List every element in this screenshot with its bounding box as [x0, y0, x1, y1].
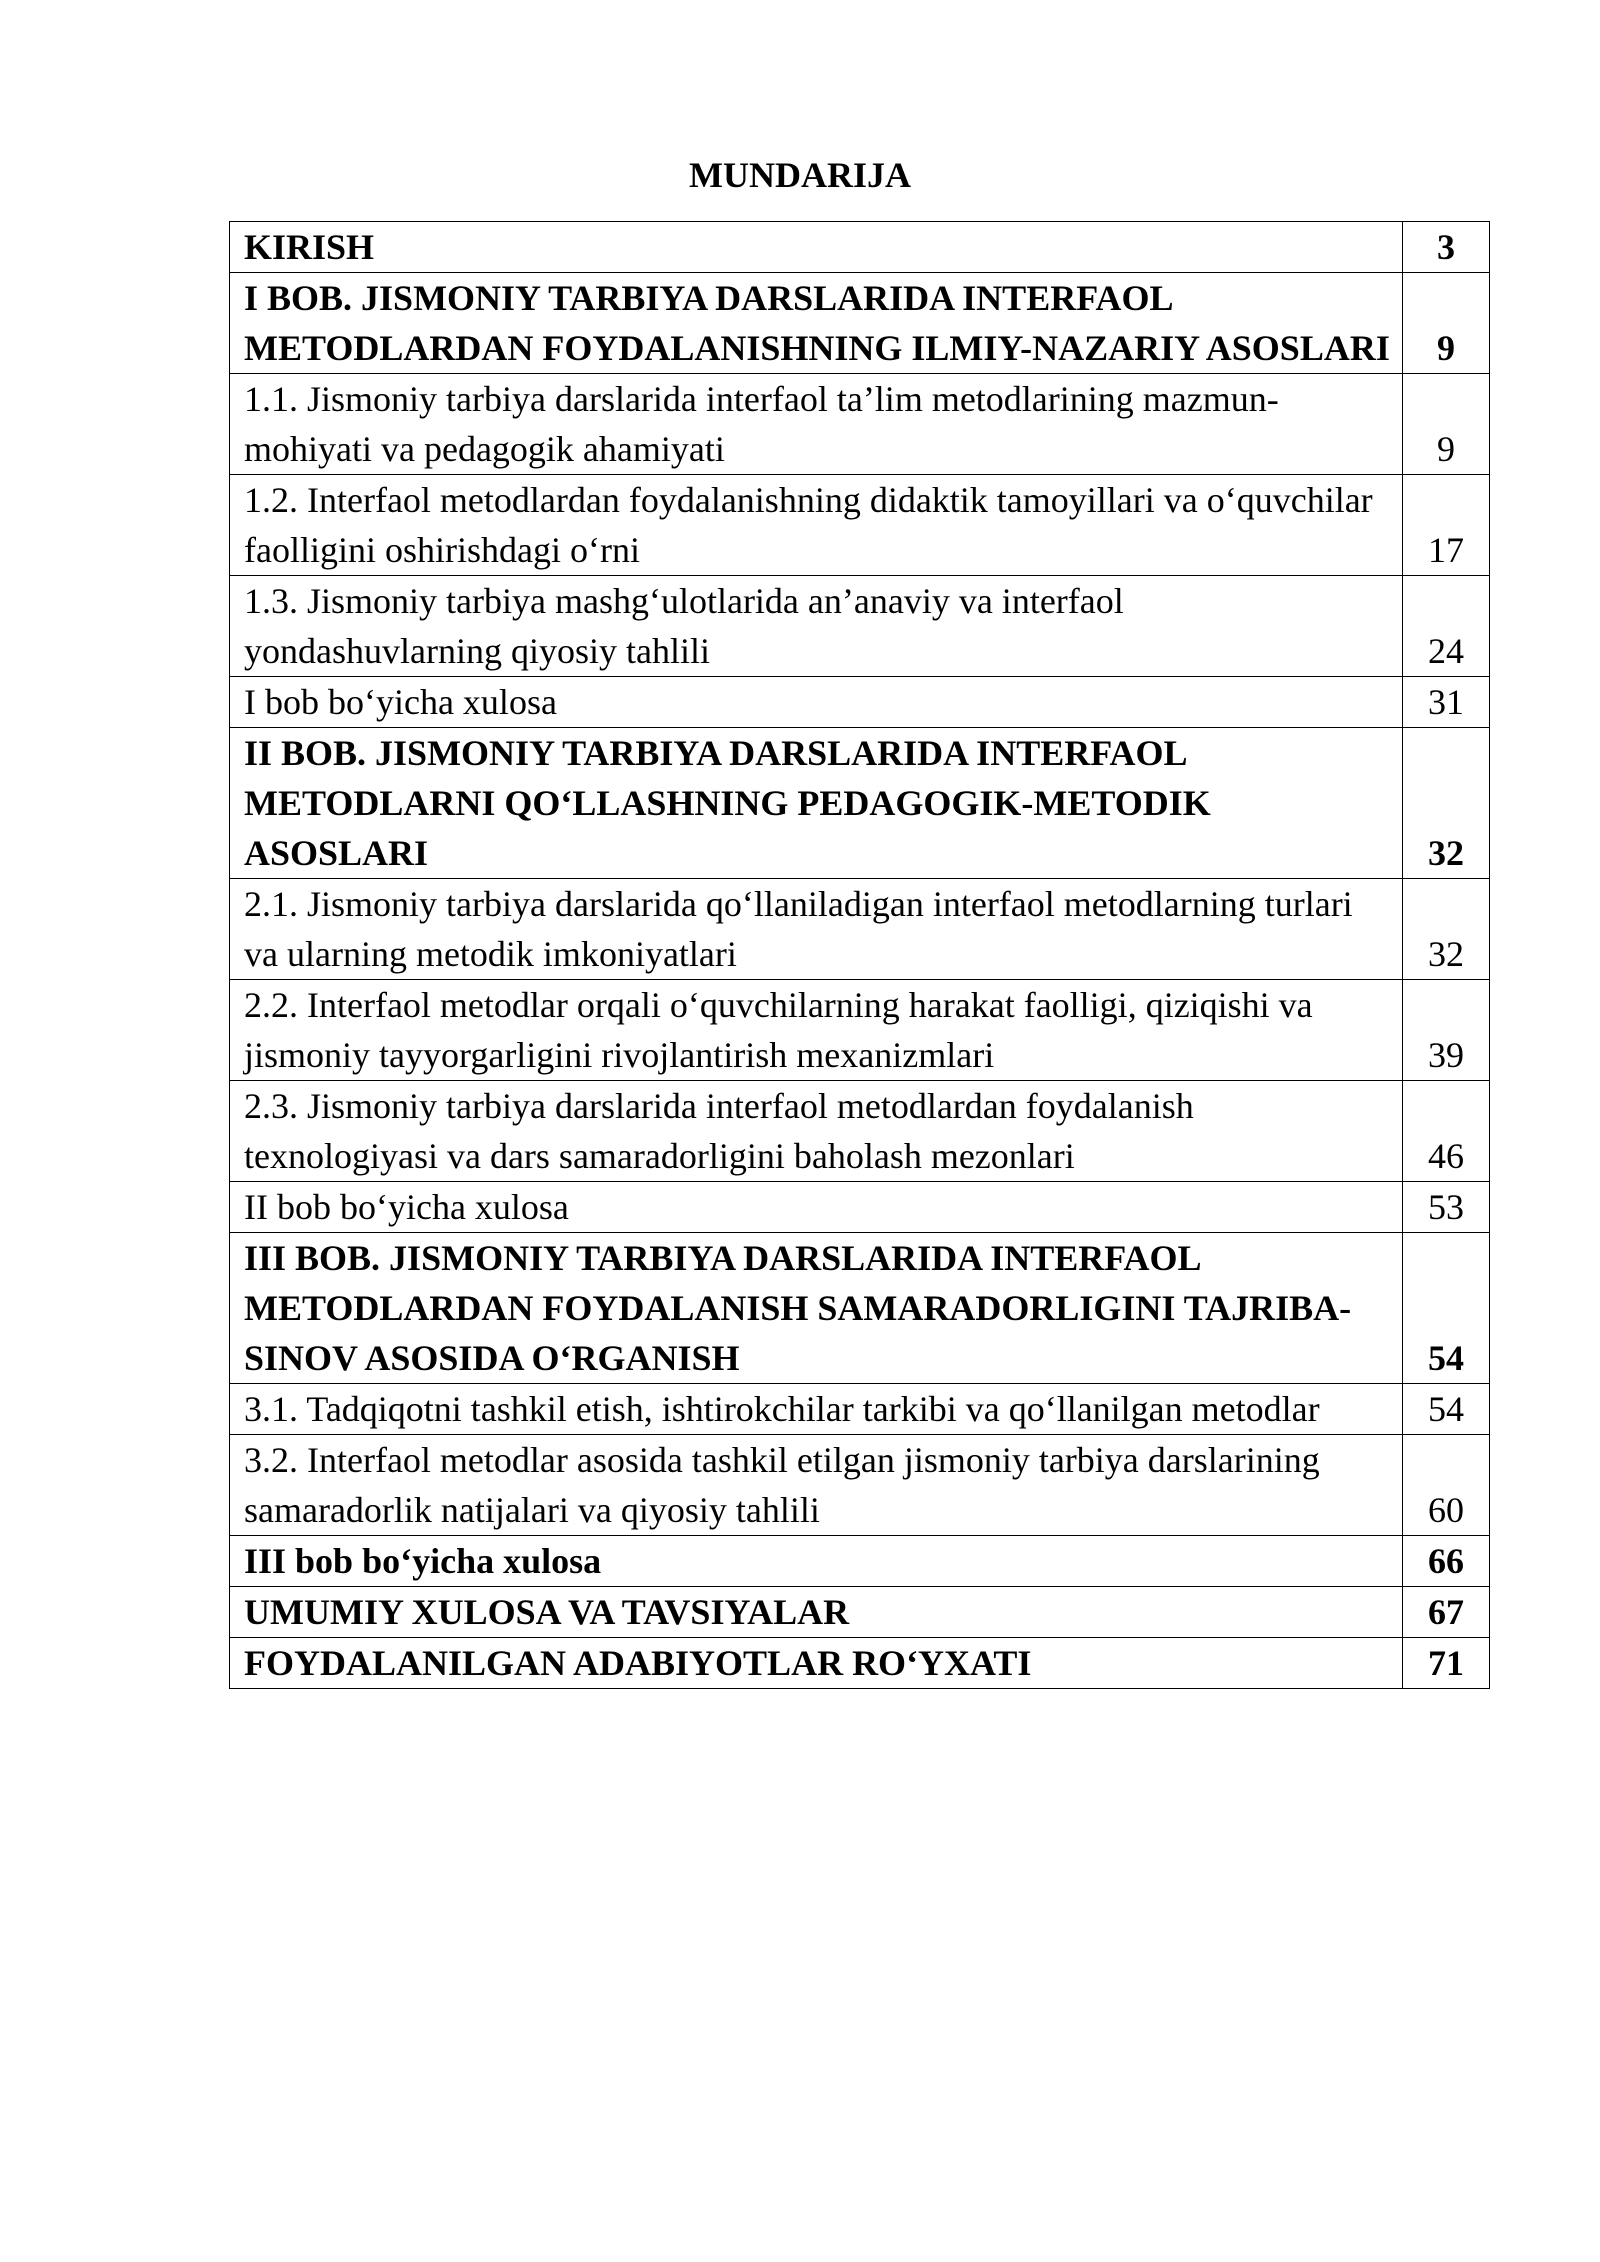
- toc-entry-title: 2.1. Jismoniy tarbiya darslarida qo‘llaniladigan interfaol metodlarning turlari va ularning metodik imkoniyatlari: [230, 879, 1403, 980]
- toc-entry-page: 54: [1403, 1384, 1490, 1435]
- toc-entry-page: 46: [1403, 1081, 1490, 1182]
- toc-row: [230, 879, 1490, 980]
- toc-row: [230, 374, 1490, 475]
- toc-entry-title: 3.1. Tadqiqotni tashkil etish, ishtirokchilar tarkibi va qo‘llanilgan metodlar: [230, 1384, 1403, 1435]
- toc-row: [230, 1182, 1490, 1233]
- toc-row: [230, 1233, 1490, 1384]
- toc-entry-page: 60: [1403, 1435, 1490, 1536]
- toc-entry-title: 1.2. Interfaol metodlardan foydalanishning didaktik tamoyillari va o‘quvchilar faolligini oshirishdagi o‘rni: [230, 475, 1403, 576]
- toc-row: [230, 1435, 1490, 1536]
- toc-entry-page: 54: [1403, 1233, 1490, 1384]
- toc-entry-page: 9: [1403, 374, 1490, 475]
- toc-entry-title: III BOB. JISMONIY TARBIYA DARSLARIDA INTERFAOL METODLARDAN FOYDALANISH SAMARADORLIGINI TAJRIBA-SINOV ASOSIDA O‘RGANISH: [230, 1233, 1403, 1384]
- toc-row: [230, 1536, 1490, 1587]
- toc-entry-page: 32: [1403, 879, 1490, 980]
- toc-row: [230, 475, 1490, 576]
- toc-entry-page: 24: [1403, 576, 1490, 677]
- toc-entry-page: 66: [1403, 1536, 1490, 1587]
- toc-entry-page: 9: [1403, 273, 1490, 374]
- toc-entry-title: 3.2. Interfaol metodlar asosida tashkil etilgan jismoniy tarbiya darslarining samaradorlik natijalari va qiyosiy tahlili: [230, 1435, 1403, 1536]
- toc-row: [230, 273, 1490, 374]
- toc-entry-title: 1.1. Jismoniy tarbiya darslarida interfaol ta’lim metodlarining mazmun-mohiyati va pedagogik ahamiyati: [230, 374, 1403, 475]
- toc-entry-title: 2.3. Jismoniy tarbiya darslarida interfaol metodlardan foydalanish texnologiyasi va dars samaradorligini baholash mezonlari: [230, 1081, 1403, 1182]
- page-title: MUNDARIJA: [689, 155, 911, 195]
- toc-entry-title: III bob bo‘yicha xulosa: [230, 1536, 1403, 1587]
- toc-body: [230, 222, 1490, 1689]
- toc-entry-page: 39: [1403, 980, 1490, 1081]
- toc-row: [230, 1384, 1490, 1435]
- toc-row: [230, 728, 1490, 879]
- toc-entry-title: UMUMIY XULOSA VA TAVSIYALAR: [230, 1587, 1403, 1638]
- toc-entry-title: II BOB. JISMONIY TARBIYA DARSLARIDA INTERFAOL METODLARNI QO‘LLASHNING PEDAGOGIK-METODIK ASOSLARI: [230, 728, 1403, 879]
- toc-row: [230, 576, 1490, 677]
- toc-entry-page: 3: [1403, 222, 1490, 273]
- toc-entry-page: 71: [1403, 1638, 1490, 1689]
- toc-entry-title: I BOB. JISMONIY TARBIYA DARSLARIDA INTERFAOL METODLARDAN FOYDALANISHNING ILMIY-NAZARIY ASOSLARI: [230, 273, 1403, 374]
- toc-entry-title: KIRISH: [230, 222, 1403, 273]
- toc-row: [230, 222, 1490, 273]
- toc-entry-page: 32: [1403, 728, 1490, 879]
- toc-row: [230, 677, 1490, 728]
- toc-entry-title: FOYDALANILGAN ADABIYOTLAR RO‘YXATI: [230, 1638, 1403, 1689]
- toc-entry-title: 1.3. Jismoniy tarbiya mashg‘ulotlarida an’anaviy va interfaol yondashuvlarning qiyosiy tahlili: [230, 576, 1403, 677]
- table-of-contents: [229, 221, 1490, 1689]
- toc-entry-title: II bob bo‘yicha xulosa: [230, 1182, 1403, 1233]
- toc-row: [230, 980, 1490, 1081]
- toc-entry-page: 53: [1403, 1182, 1490, 1233]
- toc-entry-title: I bob bo‘yicha xulosa: [230, 677, 1403, 728]
- toc-entry-page: 17: [1403, 475, 1490, 576]
- toc-row: [230, 1638, 1490, 1689]
- toc-entry-page: 31: [1403, 677, 1490, 728]
- toc-row: [230, 1081, 1490, 1182]
- toc-entry-title: 2.2. Interfaol metodlar orqali o‘quvchilarning harakat faolligi, qiziqishi va jismoniy tayyorgarligini rivojlantirish mexanizmlari: [230, 980, 1403, 1081]
- toc-entry-page: 67: [1403, 1587, 1490, 1638]
- toc-row: [230, 1587, 1490, 1638]
